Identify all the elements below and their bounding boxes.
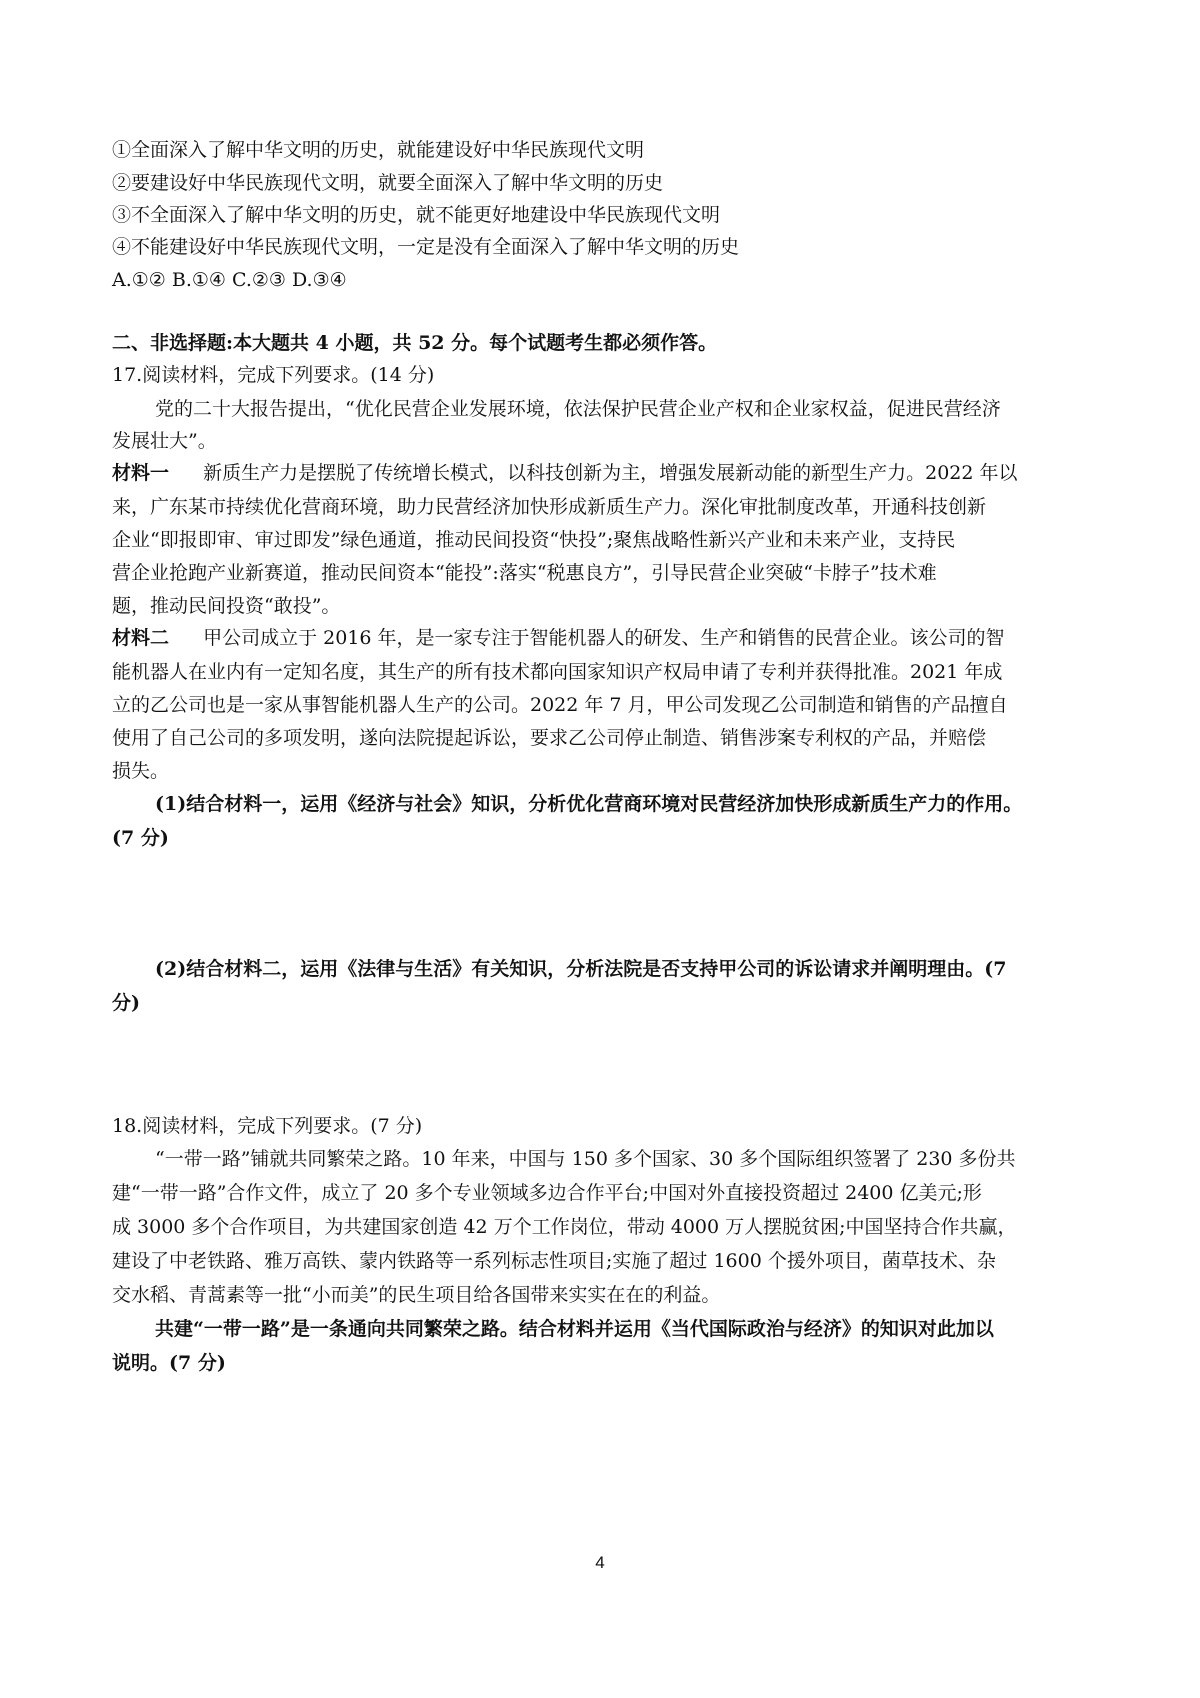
material1-text: 新质生产力是摆脱了传统增长模式，以科技创新为主，增强发展新动能的新型生产力。2022 年以 xyxy=(203,462,1018,484)
q17-material2-line: 能机器人在业内有一定知名度，其生产的所有技术都向国家知识产权局申请了专利并获得批准。2021 年成 xyxy=(112,661,1003,683)
q17-material1-line: 题，推动民间投资“敢投”。 xyxy=(112,595,341,617)
q17-material1-line: 企业“即报即审、审过即发”绿色通道，推动民间投资“快投”;聚焦战略性新兴产业和未来产业，支持民 xyxy=(112,529,956,551)
q17-material2-line: 损失。 xyxy=(112,760,170,782)
option-4: ④不能建设好中华民族现代文明，一定是没有全面深入了解中华文明的历史 xyxy=(112,236,740,258)
answer-choices: A.①② B.①④ C.②③ D.③④ xyxy=(112,269,347,291)
page-number: 4 xyxy=(595,1553,605,1572)
q18-question: 共建“一带一路”是一条通向共同繁荣之路。结合材料并运用《当代国际政治与经济》的知识对此加以 xyxy=(155,1318,994,1340)
q18-material-line: “一带一路”铺就共同繁荣之路。10 年来，中国与 150 多个国家、30 多个国际组织签署了 230 多份共 xyxy=(155,1148,1016,1170)
option-3: ③不全面深入了解中华文明的历史，就不能更好地建设中华民族现代文明 xyxy=(112,204,721,226)
q17-material2-line: 使用了自己公司的多项发明，遂向法院提起诉讼，要求乙公司停止制造、销售涉案专利权的产品，并赔偿 xyxy=(112,727,987,749)
q17-subquestion-2: 分) xyxy=(112,992,140,1014)
q17-subquestion-1: (1)结合材料一，运用《经济与社会》知识，分析优化营商环境对民营经济加快形成新质生产力的作用。 xyxy=(155,793,1023,815)
q18-question: 说明。(7 分) xyxy=(112,1352,226,1374)
q18-material-line: 建“一带一路”合作文件，成立了 20 多个专业领域多边合作平台;中国对外直接投资超过 2400 亿美元;形 xyxy=(112,1182,982,1204)
material2-text: 甲公司成立于 2016 年，是一家专注于智能机器人的研发、生产和销售的民营企业。该公司的智 xyxy=(203,627,1005,649)
q18-material-line: 交水稻、青蒿素等一批“小而美”的民生项目给各国带来实实在在的利益。 xyxy=(112,1284,721,1306)
q17-material2-line: 立的乙公司也是一家从事智能机器人生产的公司。2022 年 7 月，甲公司发现乙公司制造和销售的产品擅自 xyxy=(112,694,1008,716)
q17-subquestion-2: (2)结合材料二，运用《法律与生活》有关知识，分析法院是否支持甲公司的诉讼请求并阐明理由。(7 xyxy=(155,958,1007,980)
option-2: ②要建设好中华民族现代文明，就要全面深入了解中华文明的历史 xyxy=(112,172,664,194)
q17-intro-line: 发展壮大”。 xyxy=(112,430,217,452)
q18-title: 18.阅读材料，完成下列要求。(7 分) xyxy=(112,1115,423,1137)
section-heading: 二、非选择题:本大题共 4 小题，共 52 分。每个试题考生都必须作答。 xyxy=(112,332,718,354)
q17-material1-line xyxy=(112,460,1102,486)
option-1: ①全面深入了解中华文明的历史，就能建设好中华民族现代文明 xyxy=(112,139,645,161)
q17-material1-line: 来，广东某市持续优化营商环境，助力民营经济加快形成新质生产力。深化审批制度改革，开通科技创新 xyxy=(112,496,987,518)
q18-material-line: 成 3000 多个合作项目，为共建国家创造 42 万个工作岗位，带动 4000 万人摆脱贫困;中国坚持合作共赢， xyxy=(112,1216,1017,1238)
q17-material1-line: 营企业抢跑产业新赛道，推动民间资本“能投”:落实“税惠良方”，引导民营企业突破“卡脖子”技术难 xyxy=(112,562,937,584)
q18-material-line: 建设了中老铁路、雅万高铁、蒙内铁路等一系列标志性项目;实施了超过 1600 个援外项目，菌草技术、杂 xyxy=(112,1250,996,1272)
material1-label: 材料一 xyxy=(112,462,170,484)
q17-intro-line: 党的二十大报告提出，“优化民营企业发展环境，依法保护民营企业产权和企业家权益，促进民营经济 xyxy=(155,398,1001,420)
q17-material2-line xyxy=(112,625,1102,651)
q17-title: 17.阅读材料，完成下列要求。(14 分) xyxy=(112,364,435,386)
material2-label: 材料二 xyxy=(112,627,170,649)
q17-subquestion-1: (7 分) xyxy=(112,827,169,849)
